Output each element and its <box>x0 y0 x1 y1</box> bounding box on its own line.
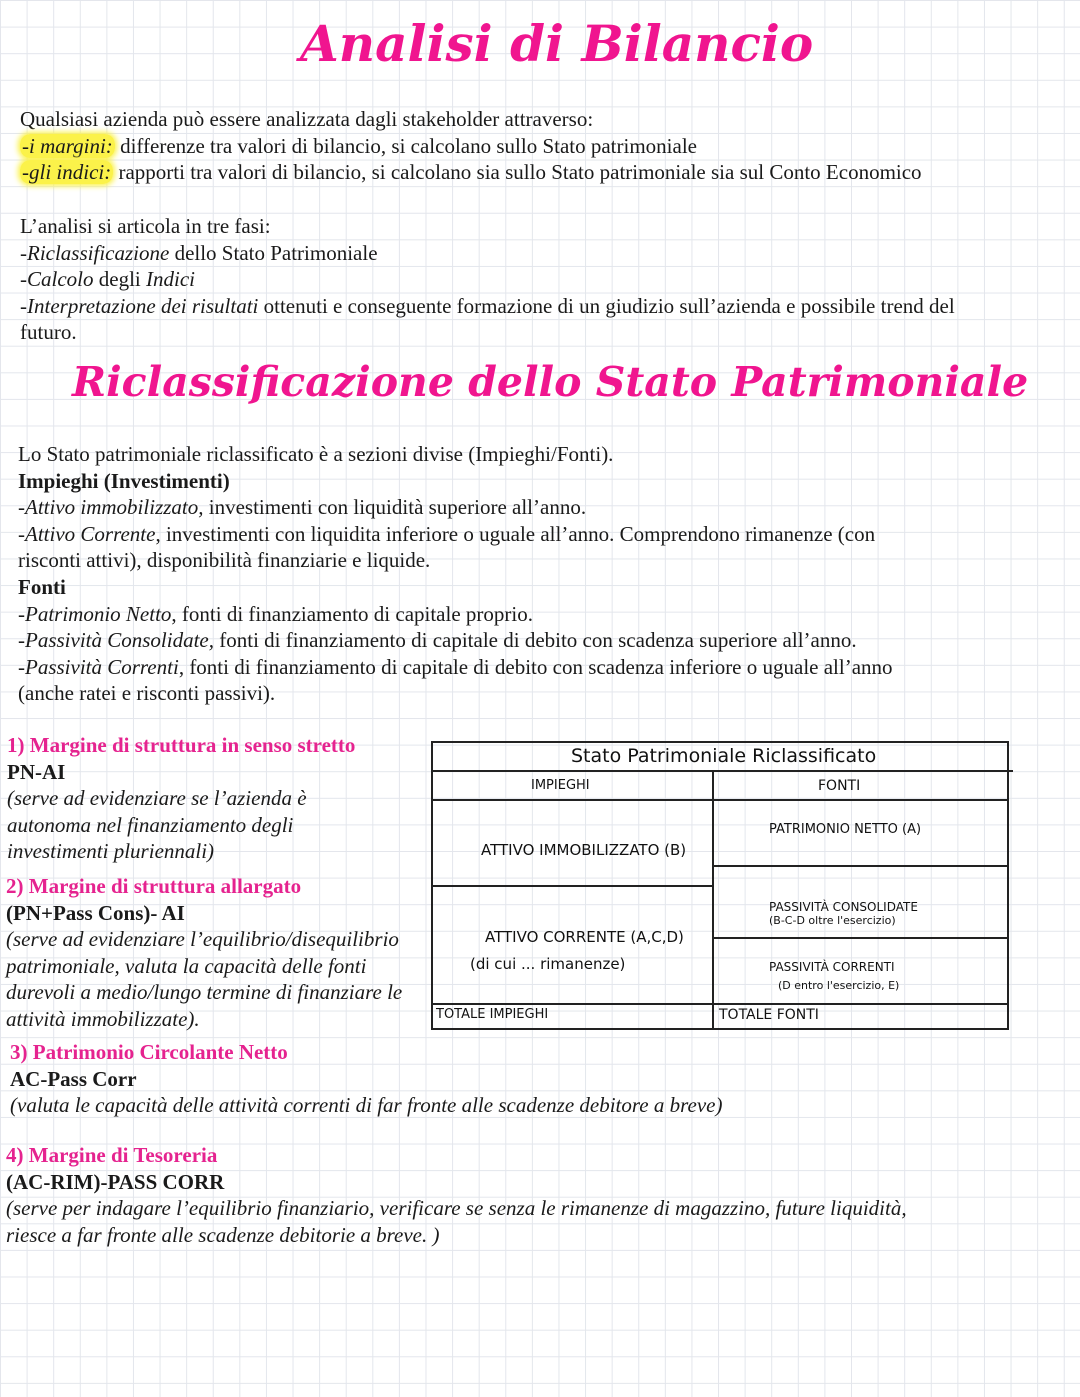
phase-3 <box>20 293 955 320</box>
table-col-fonti: FONTI <box>818 778 861 794</box>
margin-1-desc: (serve ad evidenziare se l’azienda è <box>7 786 307 811</box>
margin-2-title: 2) Margine di struttura allargato <box>6 874 302 898</box>
phases-block <box>20 213 955 346</box>
pn-rest: , fonti di finanziamento di capitale proprio. <box>171 601 533 626</box>
margin-3-desc: (valuta le capacità delle attività correnti di far fronte alle scadenze debitore a breve) <box>10 1093 723 1118</box>
margini-line <box>20 133 922 160</box>
margini-desc: differenze tra valori di bilancio, si calcolano sullo Stato patrimoniale <box>114 133 697 158</box>
impieghi-heading: Impieghi (Investimenti) <box>18 468 230 493</box>
ac-line <box>18 521 893 548</box>
indici-desc: rapporti tra valori di bilancio, si calcolano sia sullo Stato patrimoniale sia sul Conto Economico <box>113 160 922 185</box>
pc-rest: fonti di finanziamento di capitale di debito con scadenza superiore all’anno. <box>214 628 857 653</box>
margin-4-formula: (AC-RIM)-PASS CORR <box>6 1169 225 1194</box>
table-totale-fonti: TOTALE FONTI <box>719 1007 819 1023</box>
table-attivo-corrente: ATTIVO CORRENTE (A,C,D) <box>485 928 684 946</box>
intro-block <box>20 106 922 186</box>
phases-heading: L’analisi si articola in tre fasi: <box>20 214 271 238</box>
margin-4-desc: riesce a far fronte alle scadenze debitorie a breve. ) <box>6 1222 440 1247</box>
phase-2-term2: Indici <box>146 267 195 292</box>
phase-1 <box>20 240 955 267</box>
phase-3-rest: ottenuti e conseguente formazione di un giudizio sull’azienda e possibile trend del <box>258 293 955 318</box>
margin-4-desc: (serve per indagare l’equilibrio finanziario, verificare se senza le rimanenze di magazzino, future liquidità, <box>6 1196 907 1221</box>
ac-cont: risconti attivi), disponibilità finanziarie e liquide. <box>18 548 431 573</box>
ac-rest: , investimenti con liquidita inferiore o uguale all’anno. Comprendono rimanenze (con <box>155 521 876 546</box>
sp-intro: Lo Stato patrimoniale riclassificato è a sezioni divise (Impieghi/Fonti). <box>18 442 614 466</box>
margin-3 <box>10 1039 722 1119</box>
table-attivo-corrente-note: (di cui ... rimanenze) <box>470 955 626 973</box>
margin-2-desc: (serve ad evidenziare l’equilibrio/disequilibrio <box>6 927 399 952</box>
fonti-heading: Fonti <box>18 574 66 599</box>
table-totale-impieghi: TOTALE IMPIEGHI <box>436 1007 549 1022</box>
table-divider <box>431 1003 1009 1005</box>
margin-2-desc: patrimoniale, valuta la capacità delle fonti <box>6 953 367 978</box>
table-passivita-consolidate-note: (B-C-D oltre l'esercizio) <box>769 914 896 927</box>
margin-1-desc: investimenti pluriennali) <box>7 839 215 864</box>
phase-1-term: -Riclassificazione <box>20 240 170 265</box>
ai-rest: investimenti con liquidità superiore all’anno. <box>203 495 587 520</box>
intro-line: Qualsiasi azienda può essere analizzata dagli stakeholder attraverso: <box>20 107 594 131</box>
table-divider <box>712 865 1009 867</box>
pc-line <box>18 627 893 654</box>
ai-line <box>18 494 893 521</box>
margin-2-desc: durevoli a medio/lungo termine di finanziare le <box>6 980 403 1005</box>
pc-term: -Passività Consolidate, <box>18 628 214 653</box>
margin-1-title: 1) Margine di struttura in senso stretto <box>7 733 356 757</box>
pn-line <box>18 601 893 628</box>
pcorr-rest: , fonti di finanziamento di capitale di debito con scadenza inferiore o uguale all’anno <box>178 654 893 679</box>
phase-2-term: -Calcolo <box>20 267 94 292</box>
table-divider <box>712 937 1009 939</box>
sp-block <box>18 441 893 707</box>
margin-1-desc: autonoma nel finanziamento degli <box>7 812 294 837</box>
phase-3-term: -Interpretazione dei risultati <box>20 293 259 318</box>
pn-term: -Patrimonio Netto <box>18 601 172 626</box>
table-title: Stato Patrimoniale Riclassificato <box>571 745 877 767</box>
pcorr-cont: (anche ratei e risconti passivi). <box>18 681 276 706</box>
indici-line <box>20 159 922 186</box>
table-divider <box>431 799 1009 801</box>
table-passivita-correnti: PASSIVITÀ CORRENTI <box>769 960 895 974</box>
margin-1 <box>7 732 355 865</box>
margin-2 <box>6 873 402 1033</box>
indici-term: -gli indici: <box>22 160 112 185</box>
table-passivita-consolidate: PASSIVITÀ CONSOLIDATE <box>769 900 918 914</box>
margin-4 <box>6 1142 907 1248</box>
table-attivo-immobilizzato: ATTIVO IMMOBILIZZATO (B) <box>481 841 687 859</box>
margin-1-formula: PN-AI <box>7 759 66 784</box>
margin-3-title: 3) Patrimonio Circolante Netto <box>10 1040 288 1064</box>
phase-2 <box>20 266 955 293</box>
table-divider <box>712 770 714 1029</box>
margini-term: -i margini: <box>22 133 113 158</box>
pcorr-line <box>18 654 893 681</box>
phase-1-rest: dello Stato Patrimoniale <box>169 240 378 265</box>
main-title: Analisi di Bilancio <box>300 14 814 73</box>
margin-3-formula: AC-Pass Corr <box>10 1066 137 1091</box>
phase-2-mid: degli <box>93 267 146 292</box>
margin-2-desc: attività immobilizzate). <box>6 1006 200 1031</box>
table-divider <box>431 885 713 887</box>
table-patrimonio-netto: PATRIMONIO NETTO (A) <box>769 822 922 837</box>
ac-term: -Attivo Corrente <box>18 521 156 546</box>
margin-4-title: 4) Margine di Tesoreria <box>6 1143 218 1167</box>
margin-2-formula: (PN+Pass Cons)- AI <box>6 900 185 925</box>
table-col-impieghi: IMPIEGHI <box>531 778 590 793</box>
pcorr-term: -Passività Correnti <box>18 654 179 679</box>
table-passivita-correnti-note: (D entro l'esercizio, E) <box>778 979 900 992</box>
section-title: Riclassificazione dello Stato Patrimoniale <box>72 358 1029 406</box>
ai-term: -Attivo immobilizzato, <box>18 495 204 520</box>
table-divider <box>431 770 1013 772</box>
phase-3-cont: futuro. <box>20 320 77 345</box>
